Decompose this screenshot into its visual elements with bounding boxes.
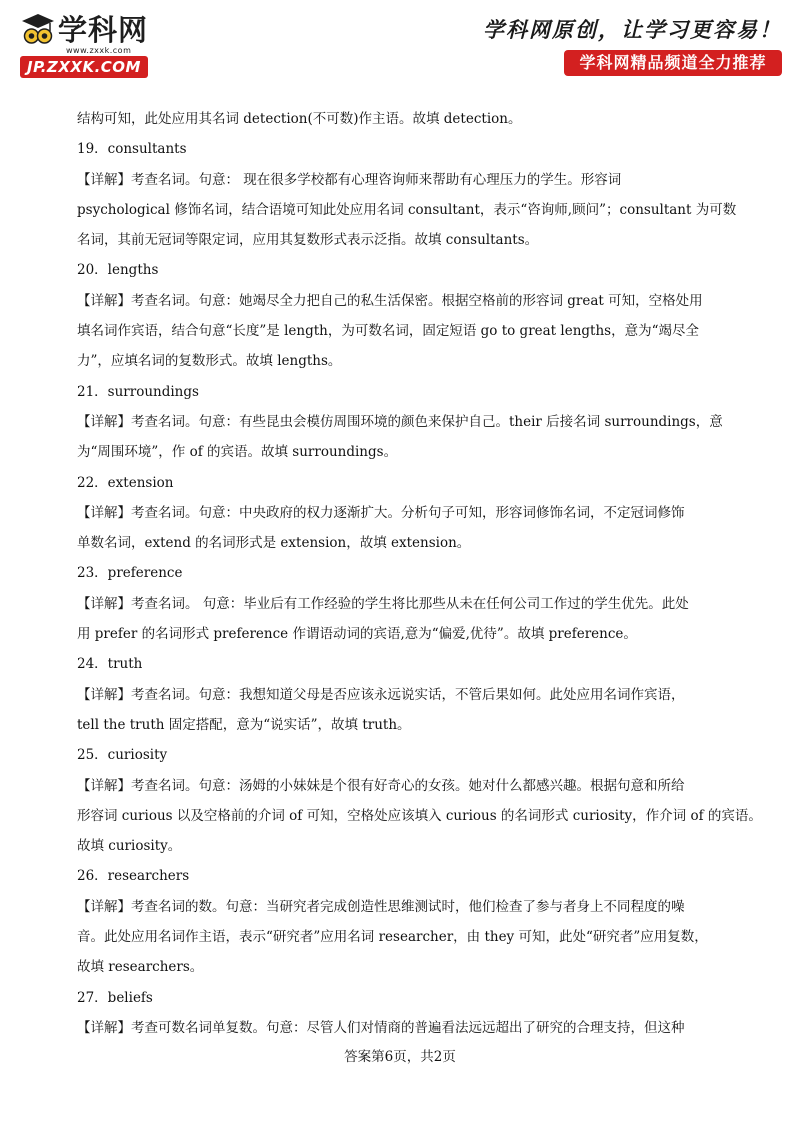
item-heading: 19．consultants <box>77 141 187 158</box>
text-line: 单数名词，extend 的名词形式是 extension，故填 extension。 <box>77 535 471 552</box>
answer-content <box>77 108 762 1047</box>
text-line: 为“周围环境”，作 of 的宾语。故填 surroundings。 <box>77 444 398 461</box>
channel-badge: 学科网精品频道全力推荐 <box>564 50 782 76</box>
page-footer: 答案第6页，共2页 <box>344 1049 456 1065</box>
logo-url: www.zxxk.com <box>66 46 132 55</box>
text-line: 名词，其前无冠词等限定词，应用其复数形式表示泛指。故填 consultants。 <box>77 232 539 249</box>
item-heading: 26．researchers <box>77 868 190 885</box>
logo-text: 学科网 <box>58 13 149 47</box>
item-heading: 23．preference <box>77 565 183 582</box>
logo-badge: JP.ZXXK.COM <box>20 56 148 78</box>
text-line: tell the truth 固定搭配，意为“说实话”，故填 truth。 <box>77 716 411 733</box>
header-slogan: 学科网原创，让学习更容易！ <box>483 17 782 42</box>
item-heading: 20．lengths <box>77 262 159 279</box>
text-line: 【详解】考查名词。句意：中央政府的权力逐渐扩大。分析句子可知，形容词修饰名词，不定冠词修饰 <box>77 504 685 521</box>
owl-icon <box>20 12 56 48</box>
text-line: 结构可知，此处应用其名词 detection(不可数)作主语。故填 detection。 <box>77 111 522 127</box>
text-line: 故填 researchers。 <box>77 959 204 976</box>
zxxk-logo[interactable] <box>20 8 160 78</box>
text-line: 【详解】考查名词。 句意：毕业后有工作经验的学生将比那些从未在任何公司工作过的学生优先。此处 <box>77 595 689 612</box>
text-line: 【详解】考查名词。句意：她竭尽全力把自己的私生活保密。根据空格前的形容词 great 可知，空格处用 <box>77 292 703 309</box>
text-line: 【详解】考查名词。句意：有些昆虫会模仿周围环境的颜色来保护自己。their 后接名词 surroundings，意 <box>77 413 723 430</box>
item-heading: 25．curiosity <box>77 747 168 764</box>
text-line: 音。此处应用名词作主语，表示“研究者”应用名词 researcher，由 they 可知，此处“研究者”应用复数， <box>77 929 708 946</box>
item-heading: 22．extension <box>77 474 174 491</box>
text-line: 形容词 curious 以及空格前的介词 of 可知，空格处应该填入 curious 的名词形式 curiosity，作介词 of 的宾语。 <box>77 807 762 824</box>
text-line: 故填 curiosity。 <box>77 838 182 855</box>
text-line: 用 prefer 的名词形式 preference 作谓语动词的宾语,意为“偏爱,优待”。故填 preference。 <box>77 626 637 643</box>
page-header <box>0 0 800 90</box>
text-line: 【详解】考查名词的数。句意：当研究者完成创造性思维测试时，他们检查了参与者身上不同程度的噪 <box>77 898 685 915</box>
text-line: psychological 修饰名词，结合语境可知此处应用名词 consultant，表示“咨询师,顾问”；consultant 为可数 <box>77 201 737 218</box>
text-line: 填名词作宾语，结合句意“长度”是 length，为可数名词，固定短语 go to great lengths，意为“竭尽全 <box>77 323 699 340</box>
item-heading: 21．surroundings <box>77 383 199 400</box>
text-line: 力”，应填名词的复数形式。故填 lengths。 <box>77 353 342 370</box>
item-heading: 24．truth <box>77 656 143 673</box>
text-line: 【详解】考查名词。句意：汤姆的小妹妹是个很有好奇心的女孩。她对什么都感兴趣。根据句意和所给 <box>77 777 685 794</box>
text-line: 【详解】考查名词。句意：我想知道父母是否应该永远说实话，不管后果如何。此处应用名词作宾语， <box>77 686 685 703</box>
item-heading: 27．beliefs <box>77 989 153 1006</box>
text-line: 【详解】考查可数名词单复数。句意：尽管人们对情商的普遍看法远远超出了研究的合理支持，但这种 <box>77 1019 685 1036</box>
text-line: 【详解】考查名词。句意： 现在很多学校都有心理咨询师来帮助有心理压力的学生。形容词 <box>77 171 622 188</box>
